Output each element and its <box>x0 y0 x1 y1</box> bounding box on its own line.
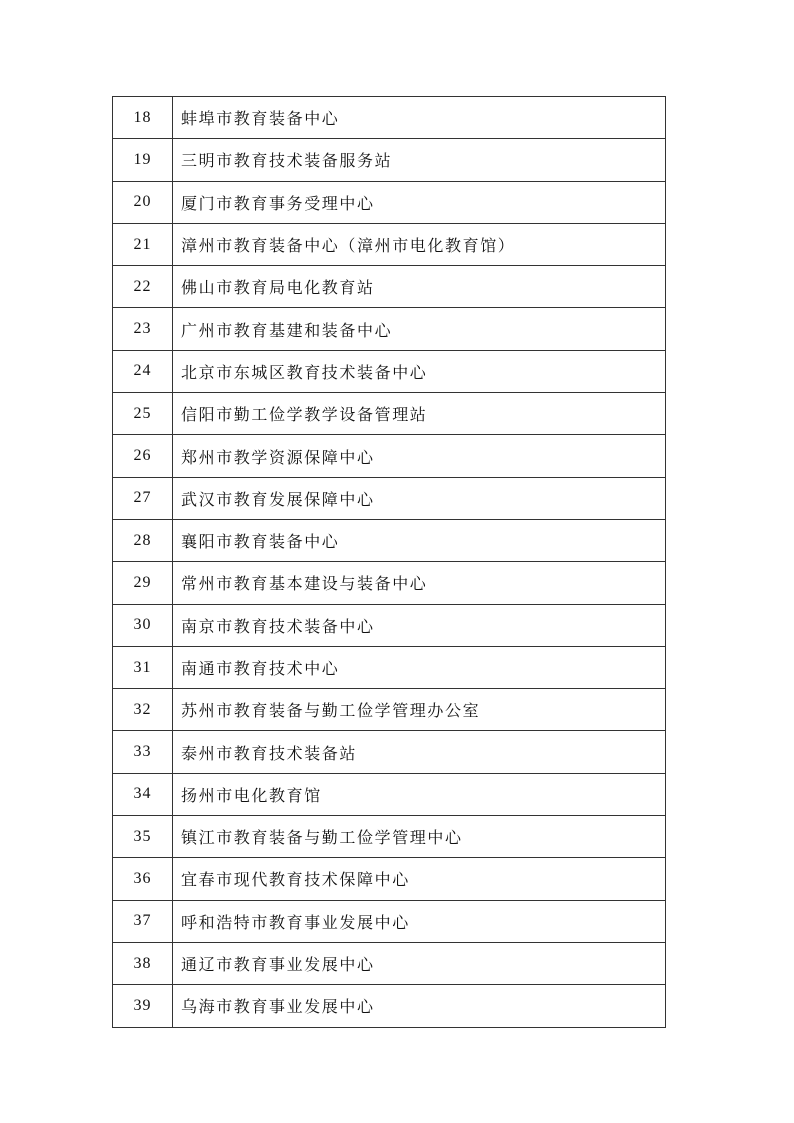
table-row <box>113 308 666 350</box>
organization-name: 三明市教育技术装备服务站 <box>173 139 666 181</box>
row-number: 32 <box>113 689 173 731</box>
row-number: 21 <box>113 223 173 265</box>
row-number: 28 <box>113 519 173 561</box>
table-row <box>113 139 666 181</box>
organization-name: 信阳市勤工俭学教学设备管理站 <box>173 393 666 435</box>
table-row <box>113 816 666 858</box>
table-row <box>113 477 666 519</box>
row-number: 29 <box>113 562 173 604</box>
row-number: 18 <box>113 97 173 139</box>
row-number: 36 <box>113 858 173 900</box>
organization-name: 泰州市教育技术装备站 <box>173 731 666 773</box>
organization-name: 南通市教育技术中心 <box>173 646 666 688</box>
table-row <box>113 393 666 435</box>
table-row <box>113 562 666 604</box>
organization-name: 佛山市教育局电化教育站 <box>173 266 666 308</box>
row-number: 30 <box>113 604 173 646</box>
organization-name: 扬州市电化教育馆 <box>173 773 666 815</box>
table-row <box>113 689 666 731</box>
table-row <box>113 97 666 139</box>
row-number: 37 <box>113 900 173 942</box>
table-row <box>113 435 666 477</box>
table-row <box>113 519 666 561</box>
row-number: 19 <box>113 139 173 181</box>
row-number: 27 <box>113 477 173 519</box>
row-number: 26 <box>113 435 173 477</box>
row-number: 33 <box>113 731 173 773</box>
row-number: 20 <box>113 181 173 223</box>
organization-name: 厦门市教育事务受理中心 <box>173 181 666 223</box>
organization-table <box>112 96 666 1028</box>
organization-name: 郑州市教学资源保障中心 <box>173 435 666 477</box>
row-number: 23 <box>113 308 173 350</box>
organization-name: 宜春市现代教育技术保障中心 <box>173 858 666 900</box>
table-row <box>113 223 666 265</box>
table-row <box>113 646 666 688</box>
row-number: 39 <box>113 985 173 1027</box>
row-number: 22 <box>113 266 173 308</box>
table-row <box>113 900 666 942</box>
table-row <box>113 773 666 815</box>
organization-table-body <box>113 97 666 1028</box>
organization-name: 南京市教育技术装备中心 <box>173 604 666 646</box>
organization-name: 呼和浩特市教育事业发展中心 <box>173 900 666 942</box>
table-row <box>113 985 666 1027</box>
table-row <box>113 181 666 223</box>
table-row <box>113 266 666 308</box>
row-number: 35 <box>113 816 173 858</box>
organization-name: 武汉市教育发展保障中心 <box>173 477 666 519</box>
organization-name: 乌海市教育事业发展中心 <box>173 985 666 1027</box>
row-number: 31 <box>113 646 173 688</box>
row-number: 24 <box>113 350 173 392</box>
organization-name: 镇江市教育装备与勤工俭学管理中心 <box>173 816 666 858</box>
organization-name: 苏州市教育装备与勤工俭学管理办公室 <box>173 689 666 731</box>
organization-name: 襄阳市教育装备中心 <box>173 519 666 561</box>
table-row <box>113 731 666 773</box>
table-row <box>113 350 666 392</box>
organization-name: 北京市东城区教育技术装备中心 <box>173 350 666 392</box>
row-number: 25 <box>113 393 173 435</box>
row-number: 38 <box>113 942 173 984</box>
table-row <box>113 942 666 984</box>
organization-name: 常州市教育基本建设与装备中心 <box>173 562 666 604</box>
organization-name: 漳州市教育装备中心（漳州市电化教育馆） <box>173 223 666 265</box>
row-number: 34 <box>113 773 173 815</box>
table-row <box>113 858 666 900</box>
organization-name: 蚌埠市教育装备中心 <box>173 97 666 139</box>
organization-name: 通辽市教育事业发展中心 <box>173 942 666 984</box>
organization-name: 广州市教育基建和装备中心 <box>173 308 666 350</box>
table-row <box>113 604 666 646</box>
